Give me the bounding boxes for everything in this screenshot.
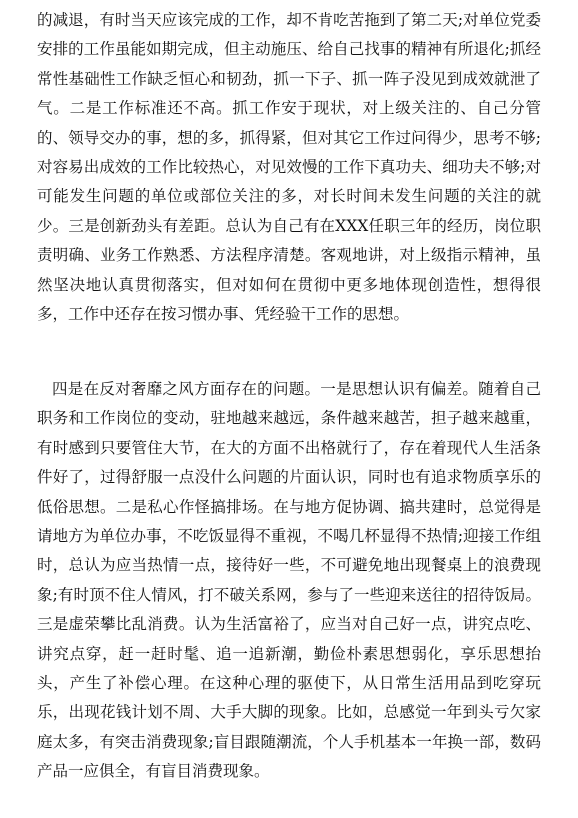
paragraph-work-attitude: 的减退，有时当天应该完成的工作，却不肯吃苦拖到了第二天;对单位党委安排的工作虽能如期完成，但主动施压、给自己找事的精神有所退化;抓经常性基础性工作缺乏恒心和韧劲，抓一下子、抓一阵子没见到成效就泄了气。二是工作标准还不高。抓工作安于现状，对上级关注的、自己分管的、领导交办的事，想的多，抓得紧，但对其它工作过问得少，思考不够;对容易出成效的工作比较热心，对见效慢的工作下真功夫、细功夫不够;对可能发生问题的单位或部位关注的多，对长时间未发生问题的关注的就少。三是创新劲头有差距。总认为自己有在XXX任职三年的经历，岗位职责明确、业务工作熟悉、方法程序清楚。客观地讲，对上级指示精神，虽然坚决地认真贯彻落实，但对如何在贯彻中更多地体现创造性，想得很多，工作中还存在按习惯办事、凭经验干工作的思想。: [37, 11, 541, 324]
paragraph-extravagance-issues: 四是在反对奢靡之风方面存在的问题。一是思想认识有偏差。随着自己职务和工作岗位的变动，驻地越来越远，条件越来越苦，担子越来越重，有时感到只要管住大节，在大的方面不出格就行了，存在着现代人生活条件好了，过得舒服一点没什么问题的片面认识，同时也有追求物质享乐的低俗思想。二是私心作怪搞排场。在与地方促协调、搞共建时，总觉得是请地方为单位办事，不吃饭显得不重视，不喝几杯显得不热情;迎接工作组时，总认为应当热情一点，接待好一些，不可避免地出现餐桌上的浪费现象;有时顶不住人情风，打不破关系网，参与了一些迎来送往的招待饭局。三是虚荣攀比乱消费。认为生活富裕了，应当对自己好一点，讲究点吃、讲究点穿，赶一赶时髦、追一追新潮，勤俭朴素思想弱化，享乐思想抬头，产生了补偿心理。在这种心理的驱使下，从日常生活用品到吃穿玩乐，出现花钱计划不周、大手大脚的现象。比如，总感觉一年到头亏欠家庭太多，有突击消费现象;盲目跟随潮流，个人手机基本一年换一部，数码产品一应俱全，有盲目消费现象。: [37, 380, 541, 781]
document-page: [37, 0, 541, 818]
